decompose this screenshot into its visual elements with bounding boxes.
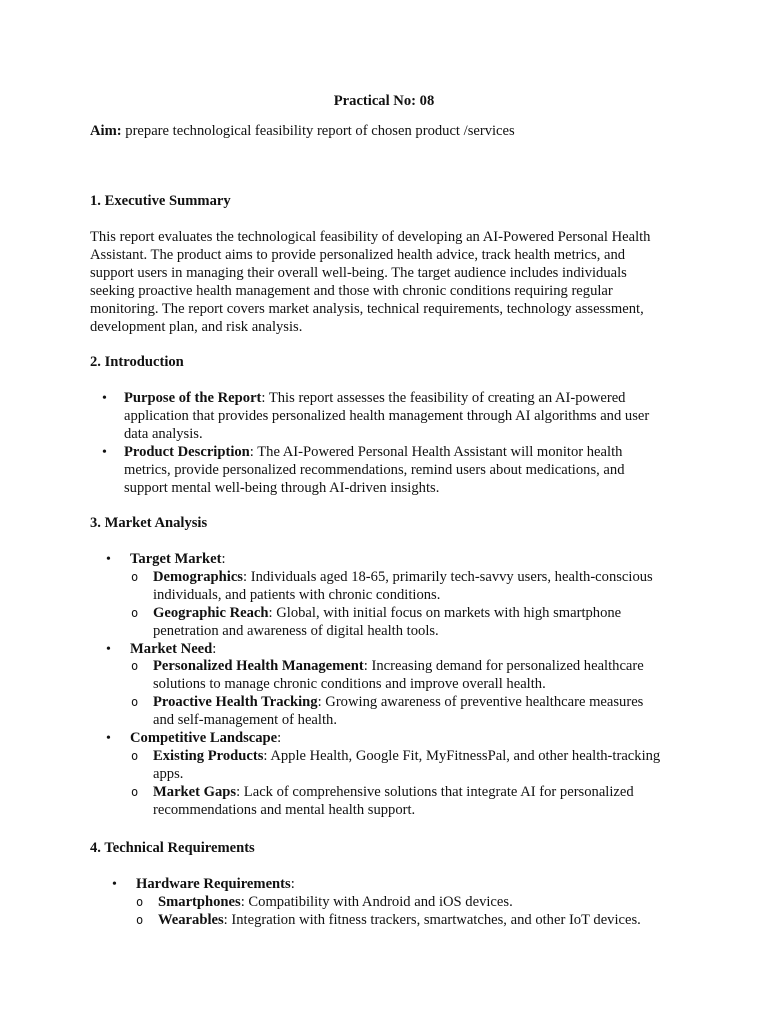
sub-item-label: Geographic Reach: [153, 604, 269, 621]
circle-bullet-icon: o: [131, 784, 139, 799]
aim-label: Aim:: [90, 123, 122, 139]
paragraph-line: monitoring. The report covers market analysis, technical requirements, technology assessment,: [90, 300, 644, 317]
item-suffix: :: [290, 876, 295, 892]
circle-bullet-icon: o: [136, 894, 144, 909]
circle-bullet-icon: o: [131, 748, 139, 763]
item-text: : The AI-Powered Personal Health Assistant will monitor health: [249, 443, 623, 460]
item-text: support mental well-being through AI-driven insights.: [124, 479, 440, 496]
introduction-list: [102, 390, 650, 497]
item-suffix: :: [221, 551, 226, 567]
sub-list: [136, 893, 641, 930]
sub-item-text: recommendations and mental health support.: [153, 801, 416, 818]
sub-item-text: solutions to manage chronic conditions and improve overall health.: [153, 676, 546, 693]
circle-bullet-icon: o: [136, 912, 144, 927]
item-label: Product Description: [124, 443, 250, 460]
sub-item-text: : Integration with fitness trackers, smartwatches, and other IoT devices.: [223, 911, 641, 928]
circle-bullet-icon: o: [131, 605, 139, 620]
item-label: Hardware Requirements: [136, 876, 291, 892]
bullet-icon: •: [106, 731, 111, 747]
sub-item-text: penetration and awareness of digital health tools.: [153, 622, 439, 639]
bullet-icon: •: [112, 877, 117, 892]
item-text: : This report assesses the feasibility of creating an AI-powered: [261, 390, 626, 406]
list-item: [106, 551, 660, 641]
item-text: application that provides personalized health management through AI algorithms and user: [124, 407, 650, 424]
bullet-icon: •: [106, 552, 111, 567]
paragraph-line: Assistant. The product aims to provide personalized health advice, track health metrics, and: [90, 246, 626, 263]
market-analysis-list: [106, 551, 661, 820]
sub-item-label: Existing Products: [153, 747, 264, 764]
sub-item-text: : Growing awareness of preventive healthcare measures: [317, 694, 644, 711]
sub-list-item: [131, 694, 660, 730]
sub-list: [131, 747, 661, 820]
paragraph-line: support users in managing their overall well-being. The target audience includes individuals: [90, 264, 627, 281]
sub-item-label: Smartphones: [158, 893, 241, 910]
item-label: Competitive Landscape: [130, 730, 278, 747]
item-label: Target Market: [130, 551, 222, 567]
sub-list-item: [131, 783, 660, 820]
sub-list-item: [131, 568, 660, 605]
sub-item-label: Demographics: [153, 568, 243, 585]
item-text: metrics, provide personalized recommendations, remind users about medications, and: [124, 461, 625, 478]
list-item: [106, 640, 660, 731]
sub-list-item: [131, 604, 660, 641]
bullet-icon: •: [102, 391, 107, 406]
sub-item-text: : Compatibility with Android and iOS devices.: [240, 893, 513, 910]
paragraph-line: development plan, and risk analysis.: [90, 318, 303, 335]
item-label: Market Need: [130, 640, 213, 657]
sub-list-item: [131, 747, 661, 784]
sub-list-item: [136, 911, 641, 930]
paragraph-line: This report evaluates the technological feasibility of developing an AI-Powered Personal Health: [90, 229, 651, 245]
sub-item-label: Market Gaps: [153, 783, 237, 800]
sub-item-text: individuals, and patients with chronic conditions.: [153, 586, 441, 603]
sub-item-text: : Lack of comprehensive solutions that integrate AI for personalized: [236, 783, 634, 800]
circle-bullet-icon: o: [131, 659, 139, 674]
bullet-icon: •: [106, 641, 111, 657]
technical-requirements-list: [112, 876, 641, 930]
paragraph-line: seeking proactive health management and those with chronic conditions requiring regular: [90, 282, 613, 299]
aim-text: prepare technological feasibility report of chosen product /services: [121, 123, 515, 139]
item-suffix: :: [212, 640, 217, 657]
sub-item-text: apps.: [153, 765, 184, 782]
sub-list: [131, 658, 660, 730]
list-item: [106, 730, 661, 820]
item-label: Purpose of the Report: [124, 390, 262, 406]
section-heading-market-analysis: 3. Market Analysis: [90, 515, 208, 531]
sub-item-text: : Apple Health, Google Fit, MyFitnessPal, and other health-tracking: [263, 747, 661, 764]
sub-item-text: : Global, with initial focus on markets with high smartphone: [268, 604, 622, 621]
section-heading-introduction: 2. Introduction: [90, 354, 184, 370]
sub-item-label: Personalized Health Management: [153, 658, 364, 675]
executive-summary-paragraph: [90, 229, 680, 336]
sub-item-label: Wearables: [158, 911, 224, 928]
section-heading-technical-requirements: 4. Technical Requirements: [90, 840, 255, 856]
page-title: Practical No: 08: [333, 93, 435, 109]
bullet-icon: •: [102, 444, 107, 460]
section-heading-executive-summary: 1. Executive Summary: [90, 193, 231, 209]
sub-item-label: Proactive Health Tracking: [153, 694, 318, 711]
item-suffix: :: [277, 730, 282, 747]
sub-list-item: [131, 658, 660, 694]
sub-list: [131, 568, 660, 641]
aim-line: [90, 123, 515, 141]
circle-bullet-icon: o: [131, 569, 139, 584]
sub-list-item: [136, 893, 641, 912]
list-item: [102, 390, 650, 444]
sub-item-text: : Individuals aged 18-65, primarily tech-savvy users, health-conscious: [243, 568, 653, 585]
sub-item-text: : Increasing demand for personalized healthcare: [363, 658, 644, 675]
list-item: [102, 443, 649, 498]
list-item: [112, 876, 641, 930]
sub-item-text: and self-management of health.: [153, 712, 337, 729]
item-text: data analysis.: [124, 425, 203, 442]
circle-bullet-icon: o: [131, 695, 139, 710]
